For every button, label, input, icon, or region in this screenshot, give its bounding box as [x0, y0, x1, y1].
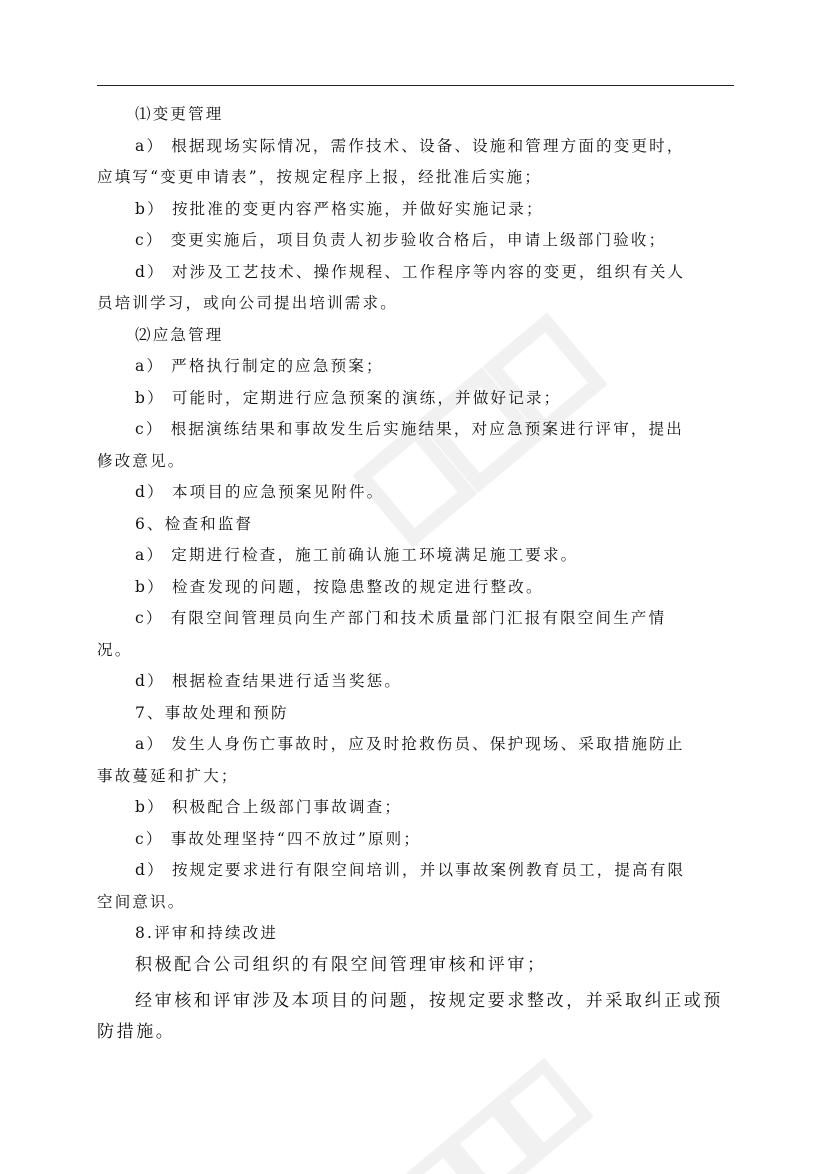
list-item-continuation: 空间意识。	[97, 892, 186, 911]
list-item: c） 事故处理坚持“四不放过”原则；	[135, 829, 422, 848]
section-heading: 6、检查和监督	[135, 514, 254, 533]
section-heading: ⑴变更管理	[135, 105, 224, 123]
document-body	[97, 99, 734, 1049]
section-heading: 7、事故处理和预防	[135, 703, 289, 722]
list-item: d） 按规定要求进行有限空间培训，并以事故案例教育员工，提高有限	[135, 861, 686, 879]
list-item: b） 按批准的变更内容严格实施，并做好实施记录；	[135, 199, 544, 218]
paragraph: 积极配合公司组织的有限空间管理审核和评审；	[135, 954, 547, 975]
list-item: d） 本项目的应急预案见附件。	[135, 483, 385, 501]
list-item: b） 可能时，定期进行应急预案的演练，并做好记录；	[135, 388, 562, 407]
header-rule	[97, 85, 734, 86]
list-item: d） 根据检查结果进行适当奖惩。	[135, 672, 403, 690]
list-item: b） 检查发现的问题，按隐患整改的规定进行整改。	[135, 577, 544, 596]
list-item-continuation: 事故蔓延和扩大；	[97, 766, 239, 785]
list-item: c） 有限空间管理员向生产部门和技术质量部门汇报有限空间生产情	[135, 609, 667, 627]
list-item-continuation: 应填写“变更申请表”，按规定程序上报，经批准后实施；	[97, 168, 543, 186]
list-item: c） 根据演练结果和事故发生后实施结果，对应急预案进行评审，提出	[135, 420, 685, 438]
list-item: a） 根据现场实际情况，需作技术、设备、设施和管理方面的变更时，	[135, 136, 685, 155]
list-item: a） 定期进行检查，施工前确认施工环境满足施工要求。	[135, 546, 579, 564]
paragraph-continuation: 防措施。	[97, 1022, 176, 1042]
list-item: a） 发生人身伤亡事故时，应及时抢救伤员、保护现场、采取措施防止	[135, 735, 685, 753]
list-item: a） 严格执行制定的应急预案；	[135, 357, 384, 375]
list-item: c） 变更实施后，项目负责人初步验收合格后，申请上级部门验收；	[135, 231, 667, 249]
paragraph: 经审核和评审涉及本项目的问题，按规定要求整改，并采取纠正或预	[135, 990, 723, 1011]
list-item: d） 对涉及工艺技术、操作规程、工作程序等内容的变更，组织有关人	[135, 262, 686, 281]
list-item: b） 积极配合上级部门事故调查；	[135, 798, 403, 816]
section-heading: 8.评审和持续改进	[135, 924, 279, 942]
list-item-continuation: 修改意见。	[97, 451, 186, 470]
section-heading: ⑵应急管理	[135, 325, 224, 344]
list-item-continuation: 况。	[97, 640, 133, 659]
watermark-bottom-icon	[380, 1040, 600, 1174]
list-item-continuation: 员培训学习，或向公司提出培训需求。	[97, 294, 398, 312]
